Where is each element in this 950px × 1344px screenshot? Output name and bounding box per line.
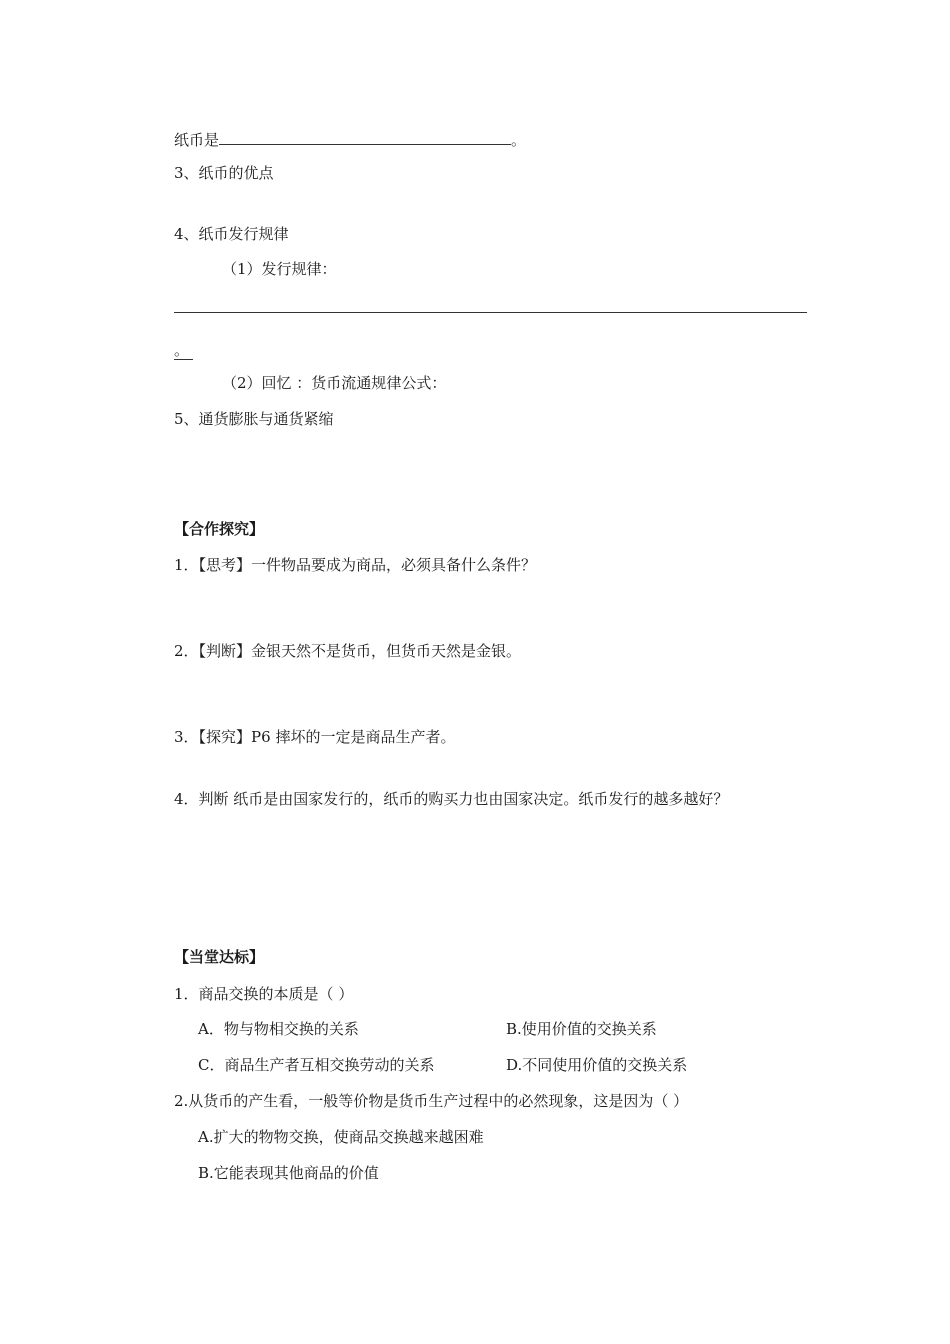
option-1b[interactable]: B.使用价值的交换关系 [506, 1020, 657, 1038]
heading-inflation: 5、通货膨胀与通货紧缩 [174, 410, 334, 428]
paper-money-definition [174, 128, 526, 150]
recall-formula: （2）回忆 ：货币流通规律公式： [222, 374, 447, 392]
option-1c[interactable]: C．商品生产者互相交换劳动的关系 [198, 1056, 435, 1074]
sentence-end: 。 [511, 131, 527, 149]
answer-line[interactable] [174, 312, 807, 313]
section-heading-cooperative: 【合作探究】 [174, 520, 265, 538]
cooperative-question-1: 1．【思考】一件物品要成为商品，必须具备什么条件？ [174, 556, 537, 574]
paper-money-label: 纸币是 [174, 131, 220, 149]
option-1a[interactable]: A．物与物相交换的关系 [198, 1020, 359, 1038]
answer-line-end [174, 340, 193, 360]
heading-advantages: 3、纸币的优点 [174, 164, 274, 182]
option-2a[interactable]: A.扩大的物物交换，使商品交换越来越困难 [198, 1128, 484, 1146]
option-2b[interactable]: B.它能表现其他商品的价值 [198, 1164, 379, 1182]
option-1d[interactable]: D.不同使用价值的交换关系 [506, 1056, 688, 1074]
practice-question-2: 2.从货币的产生看，一般等价物是货币生产过程中的必然现象，这是因为（ ） [174, 1092, 689, 1110]
cooperative-question-2: 2．【判断】金银天然不是货币，但货币天然是金银。 [174, 642, 522, 660]
period-mark: 。 [174, 341, 193, 360]
heading-issuance-law: 4、纸币发行规律 [174, 225, 289, 243]
issuance-law-item-1: （1）发行规律： [222, 260, 337, 278]
cooperative-question-3: 3．【探究】P6 摔坏的一定是商品生产者。 [174, 728, 456, 746]
practice-question-1: 1．商品交换的本质是（ ） [174, 985, 354, 1003]
cooperative-question-4: 4．判断 纸币是由国家发行的，纸币的购买力也由国家决定。纸币发行的越多越好？ [174, 790, 729, 808]
answer-blank[interactable] [219, 128, 511, 145]
section-heading-practice: 【当堂达标】 [174, 948, 265, 966]
